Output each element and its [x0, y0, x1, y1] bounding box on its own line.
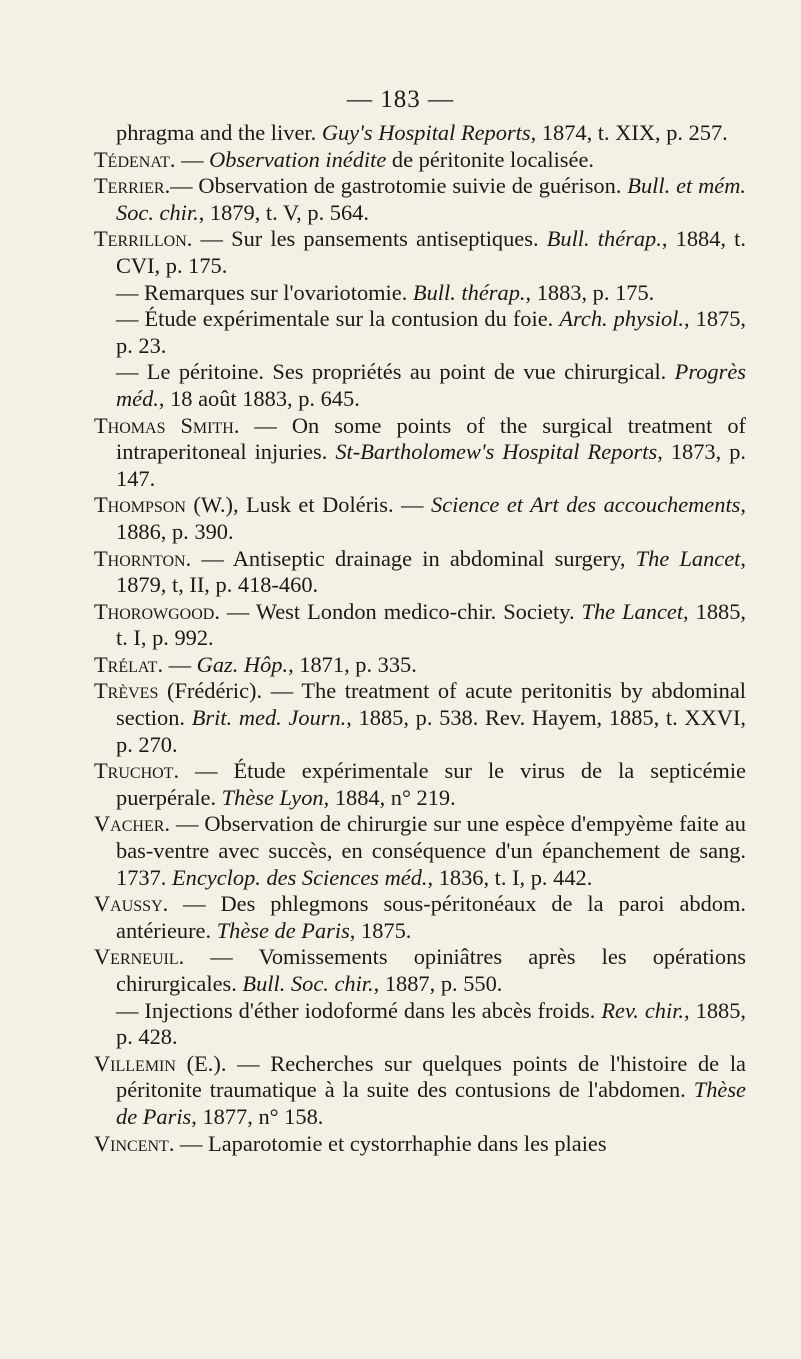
entry-source: Arch. physiol.	[559, 306, 684, 332]
bibliography-entry	[94, 678, 746, 758]
entry-author: Trèves	[94, 678, 159, 704]
entry-source: St-Bartholomew's Hospital Reports	[335, 439, 658, 465]
entry-source: Science et Art des accouchements	[431, 492, 741, 518]
entry-text: — Antiseptic drainage in abdominal surgery,	[191, 545, 636, 571]
entry-details: , 1873, p. 147.	[116, 439, 747, 491]
entry-details: , 1877, n° 158.	[191, 1103, 324, 1129]
entry-source: Bull. et mém. Soc. chir.	[116, 173, 746, 225]
entry-author: Terrier.	[94, 173, 171, 199]
bibliography-list	[94, 120, 746, 1157]
entry-author: Verneuil.	[94, 944, 185, 970]
entry-source: Guy's Hospital Reports	[321, 120, 531, 145]
entry-text: — Vomissements opiniâtres après les opérations chirurgicales.	[116, 944, 746, 996]
entry-author: Thornton.	[94, 545, 192, 571]
entry-details: , 1875.	[349, 917, 412, 943]
page-number: — 183 —	[347, 86, 454, 113]
entry-text: — Remarques sur l'ovariotomie.	[116, 279, 413, 305]
entry-source: Observation inédite	[209, 146, 387, 172]
entry-details: , 1885, t. I, p. 992.	[116, 598, 747, 651]
entry-author: Trélat.	[94, 651, 164, 677]
bibliography-entry	[94, 492, 746, 545]
entry-author: Thompson	[94, 492, 186, 518]
bibliography-entry	[94, 652, 746, 679]
entry-author: Thorowgood.	[94, 598, 220, 624]
entry-source: The Lancet	[635, 545, 741, 571]
entry-source: Thèse de Paris	[116, 1077, 746, 1129]
entry-text: —	[163, 651, 197, 677]
entry-details: , 1875, p. 23.	[116, 306, 747, 358]
bibliography-entry	[94, 173, 746, 226]
entry-text: (Frédéric). — The treatment of acute peritonitis by abdominal section.	[116, 678, 746, 731]
bibliography-entry	[94, 147, 746, 174]
entry-author: Vaussy.	[94, 891, 169, 917]
bibliography-entry	[94, 359, 746, 412]
entry-source: Progrès méd.	[116, 359, 746, 411]
entry-text: — Laparotomie et cystorrhaphie dans les plaies	[174, 1130, 607, 1156]
bibliography-entry	[94, 546, 746, 599]
entry-details: , 1836, t. I, p. 442.	[427, 864, 593, 890]
entry-author: Vacher.	[94, 811, 170, 837]
bibliography-entry	[94, 306, 746, 359]
bibliography-entry	[94, 413, 746, 493]
entry-details: , 1883, p. 175.	[525, 279, 655, 305]
bibliography-entry	[94, 280, 746, 307]
entry-details: , 18 août 1883, p. 645.	[158, 385, 360, 411]
bibliography-entry	[94, 1131, 746, 1158]
entry-text: — Des phlegmons sous-péritonéaux de la paroi abdom. antérieure.	[116, 891, 746, 943]
entry-details: , 1885, p. 538. Rev. Hayem, 1885, t. XXVI, p. 270.	[116, 705, 746, 757]
entry-source: Thèse Lyon	[221, 784, 324, 810]
entry-source: Brit. med. Journ.	[191, 705, 347, 731]
entry-author: Tédenat.	[94, 146, 176, 172]
entry-text: (E.). — Recherches sur quelques points de l'histoire de la péritonite traumatique à la suite des contusions de l'abdomen.	[116, 1050, 746, 1103]
entry-details: , 1885, p. 428.	[116, 997, 747, 1050]
entry-details: de péritonite localisée.	[386, 146, 594, 172]
entry-details: , 1874, t. XIX, p. 257.	[530, 120, 728, 145]
entry-text: — Étude expérimentale sur le virus de la septicémie puerpérale.	[116, 758, 746, 810]
entry-details: , 1871, p. 335.	[288, 651, 417, 677]
entry-details: , 1879, t. V, p. 564.	[198, 199, 369, 225]
entry-source: Rev. chir.	[601, 997, 685, 1023]
entry-source: Bull. thérap.	[546, 226, 662, 252]
entry-author: Vincent.	[94, 1130, 175, 1156]
entry-author: Truchot.	[94, 758, 180, 784]
bibliography-entry	[94, 599, 746, 652]
entry-author: Terrillon.	[94, 226, 193, 252]
bibliography-entry	[94, 226, 746, 279]
entry-source: Bull. thérap.	[412, 279, 526, 305]
entry-author: Thomas Smith.	[94, 412, 240, 438]
entry-source: Encyclop. des Sciences méd.	[171, 864, 428, 890]
entry-text: — Observation de chirurgie sur une espèce d'empyème faite au bas-ventre avec succès, en conséquence d'un épanchement de sang. 1737.	[116, 811, 746, 890]
entry-author: Villemin	[94, 1050, 176, 1076]
entry-details: , 1879, t, II, p. 418-460.	[116, 545, 747, 598]
entry-details: , 1887, p. 550.	[373, 971, 503, 996]
bibliography-entry	[94, 998, 746, 1051]
bibliography-entry	[94, 891, 746, 944]
entry-text: —	[175, 146, 210, 172]
entry-details: , 1884, t. CVI, p. 175.	[116, 226, 746, 278]
entry-text: — Sur les pansements antiseptiques.	[192, 226, 547, 252]
bibliography-entry	[94, 811, 746, 891]
bibliography-entry	[94, 944, 746, 997]
bibliography-entry	[94, 1051, 746, 1131]
bibliography-entry	[94, 120, 746, 147]
entry-text: phragma and the liver.	[116, 120, 322, 145]
entry-text: — West London medico-chir. Society.	[219, 598, 582, 624]
entry-source: Bull. Soc. chir.	[242, 971, 374, 996]
entry-text: — Le péritoine. Ses propriétés au point de vue chirurgical.	[116, 359, 675, 385]
entry-text: (W.), Lusk et Doléris. —	[185, 492, 431, 518]
entry-source: Gaz. Hôp.	[196, 651, 289, 677]
entry-details: , 1886, p. 390.	[116, 492, 746, 544]
entry-text: — Injections d'éther iodoformé dans les abcès froids.	[116, 997, 602, 1023]
entry-details: , 1884, n° 219.	[323, 784, 456, 810]
entry-text: — Étude expérimentale sur la contusion du foie.	[116, 306, 560, 332]
entry-text: — Observation de gastrotomie suivie de guérison.	[170, 173, 628, 199]
bibliography-entry	[94, 758, 746, 811]
entry-source: The Lancet	[581, 598, 684, 624]
entry-source: Thèse de Paris	[216, 917, 350, 943]
entry-text: — On some points of the surgical treatment of intraperitoneal injuries.	[116, 412, 746, 465]
